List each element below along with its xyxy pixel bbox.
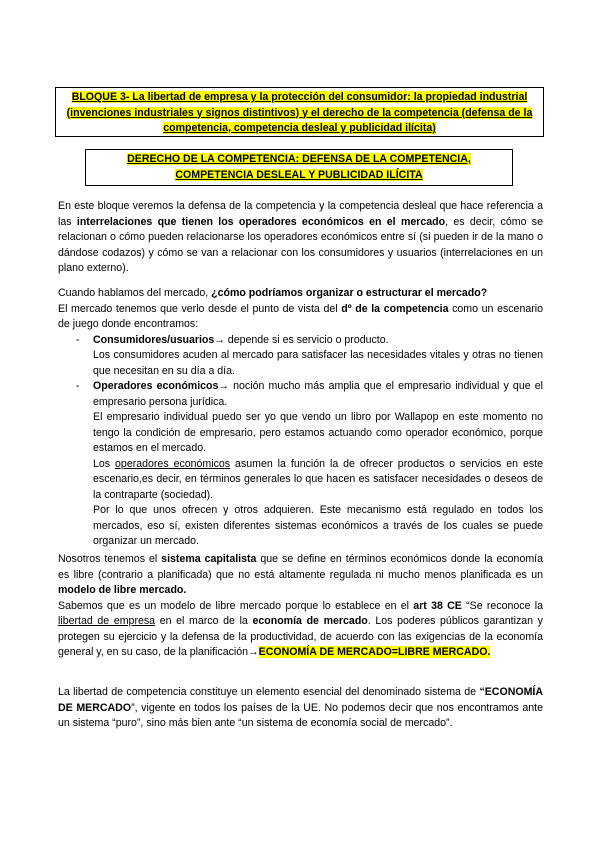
consumers-detail: Los consumidores acuden al mercado para satisfacer las necesidades vitales y otras no tienen que necesitan en su día a día. <box>93 349 543 377</box>
cap-bold-system: sistema capitalista <box>161 553 257 565</box>
actors-list <box>58 333 543 550</box>
cap-underlined-freedom: libertad de empresa <box>58 615 156 627</box>
cap-text-6: . Los poderes públicos garantizan y protegen su ejercicio y la defensa de la productividad, de acuerdo con las exigencias de la economía general y, en su caso, de la planificación→ <box>58 615 543 658</box>
market-text-3: como un escenario de juego donde encontramos: <box>58 302 544 330</box>
freedom-paragraph <box>58 685 543 732</box>
list-item-consumers <box>58 333 543 380</box>
operators-lead: Los <box>93 457 116 470</box>
market-question: ¿cómo podríamos organizar o estructurar el mercado? <box>211 287 488 299</box>
list-item-operators <box>58 379 543 550</box>
cap-bold-economy: economía de mercado <box>252 615 368 627</box>
market-paragraph <box>58 286 543 550</box>
term-operators: Operadores económicos <box>93 380 219 392</box>
cap-text-1: Nosotros tenemos el <box>58 553 162 565</box>
capitalism-paragraph <box>58 552 543 661</box>
intro-paragraph <box>58 199 543 277</box>
consumers-definition: → depende si es servicio o producto. <box>214 333 389 346</box>
cap-text-2: que se define en términos económicos donde la economía es libre (contrario a planificada) que no está altamente regulada ni mucho menos planificada es un <box>58 553 543 581</box>
freedom-text-1: La libertad de competencia constituye un elemento esencial del denominado sistema de <box>58 686 480 698</box>
market-text-2: El mercado tenemos que verlo desde el punto de vista del <box>58 302 342 315</box>
cap-text-3: Sabemos que es un modelo de libre mercado porque lo establece en el <box>58 599 414 612</box>
cap-bold-model: modelo de libre mercado. <box>58 584 187 596</box>
operators-example: El empresario individual puedo ser yo que vendo un libro por Wallapop en este momento no tengo la condición de empresario, pero estamos actuando como operador económico, porque estamos en el mercado. <box>93 411 543 454</box>
intro-text-2: , es decir, cómo se relacionan o cómo pueden relacionarse los operadores económicos entre sí (si pueden ir de la mano o dándose codazos) y cómo se van a relacionar con los consumidores y usuarios (interrelaciones en un plano externo). <box>58 215 543 274</box>
market-text-1: Cuando hablamos del mercado, <box>58 287 212 299</box>
block-title: BLOQUE 3- La libertad de empresa y la protección del consumidor: la propiedad industrial (invenciones industriales y signos distintivos) y el derecho de la competencia (defensa de la competencia, competencia desleal y publicidad ilícita) <box>66 91 533 134</box>
list-dash: - <box>76 333 80 346</box>
section-title-box <box>85 149 513 186</box>
operators-definition: → noción mucho más amplia que el empresario individual y que el empresario persona jurídica. <box>93 380 543 408</box>
cap-text-4: “Se reconoce la <box>461 599 543 612</box>
section-title: DERECHO DE LA COMPETENCIA: DEFENSA DE LA COMPETENCIA, COMPETENCIA DESLEAL Y PUBLICIDAD ILÍCITA <box>127 153 471 181</box>
intro-text-1: En este bloque veremos la defensa de la competencia y la competencia desleal que hace referencia a las <box>58 200 543 228</box>
operators-underlined-term: operadores económicos <box>115 457 231 470</box>
block-title-box <box>55 87 544 137</box>
operators-conclusion: Por lo que unos ofrecen y otros adquieren. Este mecanismo está regulado en todos los mercados, eso sí, existen diferentes sistemas económicos a través de los cuales se puede organizar un mercado. <box>93 504 543 547</box>
freedom-text-2: ”, vigente en todos los países de la UE. No podemos decir que nos encontramos ante un sistema “puro”, sino más bien ante “un sistema de economía social de mercado”. <box>58 701 543 729</box>
cap-highlight: ECONOMÍA DE MERCADO=LIBRE MERCADO. <box>258 646 491 658</box>
operators-function: asumen la función la de ofrecer productos o servicios en este escenario,es decir, en términos generales lo que hacen es satisfacer necesidades o deseos de la contraparte (sociedad). <box>93 457 543 501</box>
market-bold-competition: dº de la competencia <box>341 302 449 315</box>
term-consumers: Consumidores/usuarios <box>93 333 215 346</box>
cap-bold-article: art 38 CE <box>413 599 462 612</box>
intro-bold-1: interrelaciones que tienen los operadores económicos en el mercado <box>76 215 446 228</box>
cap-text-5: en el marco de la <box>155 615 253 627</box>
freedom-bold: “ECONOMÍA DE MERCADO <box>58 686 543 714</box>
list-dash: - <box>76 380 80 392</box>
